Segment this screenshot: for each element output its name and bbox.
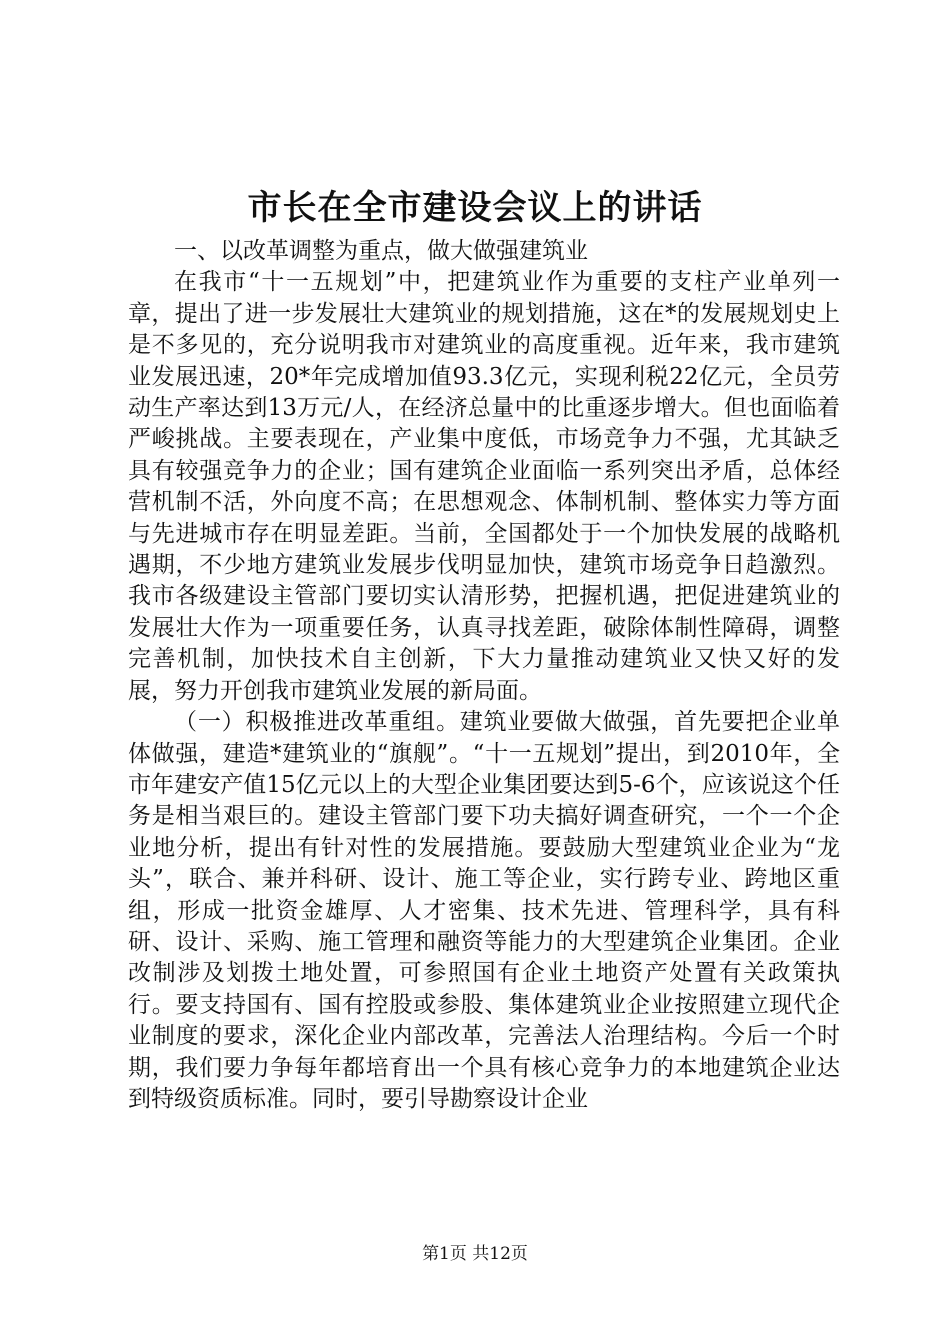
document-title: 市长在全市建设会议上的讲话 (247, 188, 703, 228)
page-number-footer: 第1页 共12页 (422, 1244, 528, 1264)
document-body (128, 236, 840, 1115)
body-paragraph: 在我市“十一五规划”中，把建筑业作为重要的支柱产业单列一章，提出了进一步发展壮大建筑业的规划措施，这在*的发展规划史上是不多见的，充分说明我市对建筑业的高度重视。近年来，我市建筑业发展迅速，20*年完成增加值93.3亿元，实现利税22亿元，全员劳动生产率达到13万元/人，在经济总量中的比重逐步增大。但也面临着严峻挑战。主要表现在，产业集中度低，市场竞争力不强，尤其缺乏具有较强竞争力的企业；国有建筑企业面临一系列突出矛盾，总体经营机制不活，外向度不高；在思想观念、体制机制、整体实力等方面与先进城市存在明显差距。当前，全国都处于一个加快发展的战略机遇期，不少地方建筑业发展步伐明显加快，建筑市场竞争日趋激烈。我市各级建设主管部门要切实认清形势，把握机遇，把促进建筑业的发展壮大作为一项重要任务，认真寻找差距，破除体制性障碍，调整完善机制，加快技术自主创新，下大力量推动建筑业又快又好的发展，努力开创我市建筑业发展的新局面。 (128, 269, 840, 704)
body-paragraph: （一）积极推进改革重组。建筑业要做大做强，首先要把企业单体做强，建造*建筑业的“旗舰”。“十一五规划”提出，到2010年，全市年建安产值15亿元以上的大型企业集团要达到5-6个，应该说这个任务是相当艰巨的。建设主管部门要下功夫搞好调查研究，一个一个企业地分析，提出有针对性的发展措施。要鼓励大型建筑业企业为“龙头”，联合、兼并科研、设计、施工等企业，实行跨专业、跨地区重组，形成一批资金雄厚、人才密集、技术先进、管理科学，具有科研、设计、采购、施工管理和融资等能力的大型建筑企业集团。企业改制涉及划拨土地处置，可参照国有企业土地资产处置有关政策执行。要支持国有、国有控股或参股、集体建筑业企业按照建立现代企业制度的要求，深化企业内部改革，完善法人治理结构。今后一个时期，我们要力争每年都培育出一个具有核心竞争力的本地建筑企业达到特级资质标准。同时，要引导勘察设计企业 (128, 709, 840, 1112)
section-heading: 一、以改革调整为重点，做大做强建筑业 (174, 238, 588, 264)
